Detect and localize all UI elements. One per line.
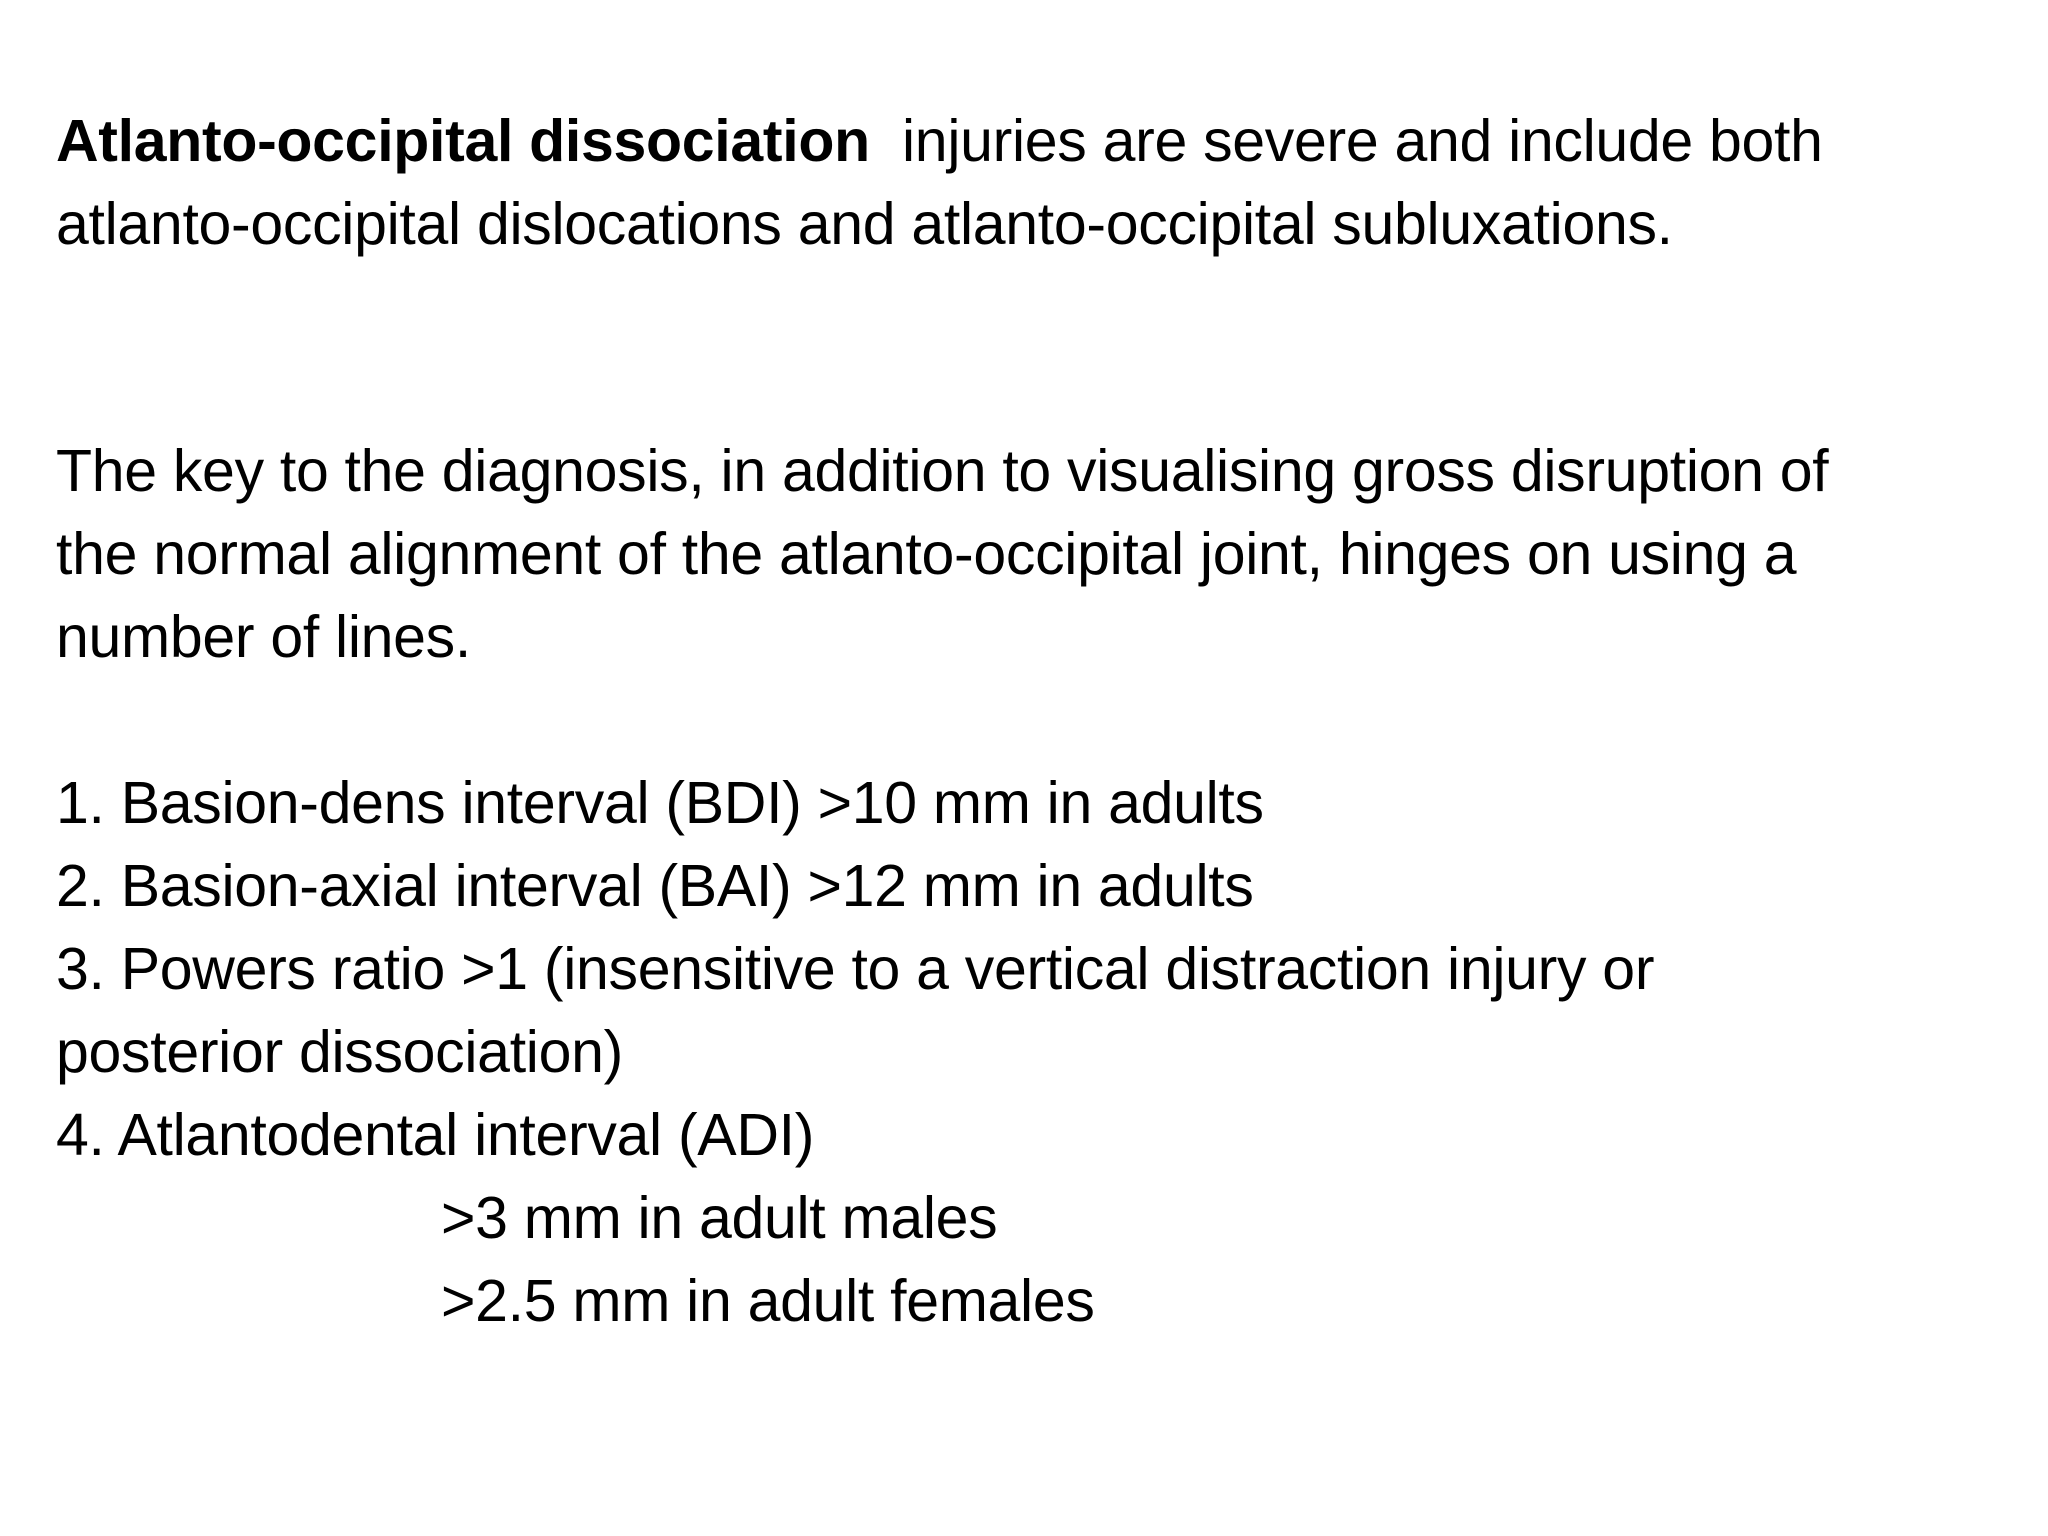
diagnosis-line-1: The key to the diagnosis, in addition to visualising gross disruption of <box>56 438 1829 504</box>
diagnosis-line-2: the normal alignment of the atlanto-occipital joint, hinges on using a <box>56 521 1797 587</box>
criteria-item-bai: 2. Basion-axial interval (BAI) >12 mm in adults <box>56 853 1254 919</box>
intro-paragraph <box>56 100 2016 266</box>
diagnosis-line-3: number of lines. <box>56 604 471 670</box>
intro-line-1 <box>56 100 2016 183</box>
criteria-item-powers-ratio: 3. Powers ratio >1 (insensitive to a vertical distraction injury or <box>56 936 1655 1002</box>
criteria-item-bdi: 1. Basion-dens interval (BDI) >10 mm in adults <box>56 770 1264 836</box>
diagnosis-paragraph <box>56 430 2016 679</box>
intro-line-2: atlanto-occipital dislocations and atlanto-occipital subluxations. <box>56 191 1673 257</box>
criteria-list <box>56 762 2016 1343</box>
criteria-item-adi-females: >2.5 mm in adult females <box>441 1268 1095 1334</box>
key-term: Atlanto-occipital dissociation <box>56 108 870 174</box>
criteria-item-adi: 4. Atlantodental interval (ADI) <box>56 1102 815 1168</box>
intro-line-1-rest: injuries are severe and include both <box>869 108 1823 174</box>
criteria-item-adi-males: >3 mm in adult males <box>441 1185 998 1251</box>
criteria-item-powers-ratio-cont: posterior dissociation) <box>56 1019 623 1085</box>
